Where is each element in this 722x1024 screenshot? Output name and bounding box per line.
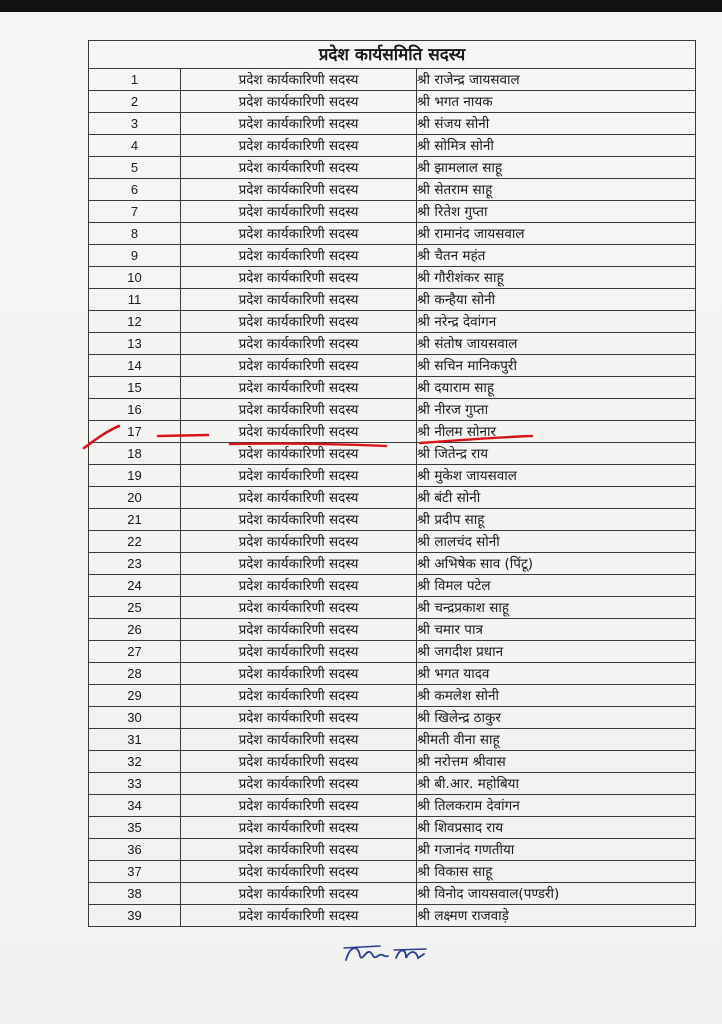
- row-role: प्रदेश कार्यकारिणी सदस्य: [181, 179, 417, 201]
- row-name: श्री जगदीश प्रधान: [417, 641, 696, 663]
- row-role: प्रदेश कार्यकारिणी सदस्य: [181, 355, 417, 377]
- row-role: प्रदेश कार्यकारिणी सदस्य: [181, 531, 417, 553]
- row-role: प्रदेश कार्यकारिणी सदस्य: [181, 597, 417, 619]
- row-number: 11: [89, 289, 181, 311]
- table-row: [89, 223, 696, 245]
- row-name: श्री विनोद जायसवाल(पण्डरी): [417, 883, 696, 905]
- row-number: 16: [89, 399, 181, 421]
- row-number: 2: [89, 91, 181, 113]
- top-dark-bar: [0, 0, 722, 12]
- row-role: प्रदेश कार्यकारिणी सदस्य: [181, 157, 417, 179]
- row-name: श्री झामलाल साहू: [417, 157, 696, 179]
- row-role: प्रदेश कार्यकारिणी सदस्य: [181, 443, 417, 465]
- row-name: श्री दयाराम साहू: [417, 377, 696, 399]
- row-name: श्री नरेन्द्र देवांगन: [417, 311, 696, 333]
- row-number: 18: [89, 443, 181, 465]
- row-role: प्रदेश कार्यकारिणी सदस्य: [181, 399, 417, 421]
- table-row: [89, 619, 696, 641]
- row-role: प्रदेश कार्यकारिणी सदस्य: [181, 333, 417, 355]
- row-name: श्री तिलकराम देवांगन: [417, 795, 696, 817]
- row-role: प्रदेश कार्यकारिणी सदस्य: [181, 223, 417, 245]
- table-row: [89, 817, 696, 839]
- table-row: [89, 553, 696, 575]
- row-name: श्री जितेन्द्र राय: [417, 443, 696, 465]
- table-row: [89, 443, 696, 465]
- row-role: प्रदेश कार्यकारिणी सदस्य: [181, 289, 417, 311]
- table-row: [89, 509, 696, 531]
- row-name: श्री बंटी सोनी: [417, 487, 696, 509]
- row-number: 8: [89, 223, 181, 245]
- row-number: 23: [89, 553, 181, 575]
- row-role: प्रदेश कार्यकारिणी सदस्य: [181, 905, 417, 927]
- row-number: 39: [89, 905, 181, 927]
- table-row: [89, 905, 696, 927]
- table-row: [89, 377, 696, 399]
- row-name: श्री मुकेश जायसवाल: [417, 465, 696, 487]
- row-name: श्री लक्ष्मण राजवाड़े: [417, 905, 696, 927]
- row-number: 6: [89, 179, 181, 201]
- row-name: श्री अभिषेक साव (पिंटू): [417, 553, 696, 575]
- row-role: प्रदेश कार्यकारिणी सदस्य: [181, 795, 417, 817]
- row-name: श्री चन्द्रप्रकाश साहू: [417, 597, 696, 619]
- table-title-row: [89, 41, 696, 69]
- row-name: श्री गजानंद गणतीया: [417, 839, 696, 861]
- row-number: 5: [89, 157, 181, 179]
- row-role: प्रदेश कार्यकारिणी सदस्य: [181, 817, 417, 839]
- row-role: प्रदेश कार्यकारिणी सदस्य: [181, 575, 417, 597]
- table-row: [89, 421, 696, 443]
- table-row: [89, 135, 696, 157]
- row-name: श्री संतोष जायसवाल: [417, 333, 696, 355]
- row-number: 4: [89, 135, 181, 157]
- row-role: प्रदेश कार्यकारिणी सदस्य: [181, 377, 417, 399]
- row-number: 13: [89, 333, 181, 355]
- table-row: [89, 795, 696, 817]
- row-role: प्रदेश कार्यकारिणी सदस्य: [181, 421, 417, 443]
- row-name: श्री भगत नायक: [417, 91, 696, 113]
- table-row: [89, 399, 696, 421]
- row-name: श्री बी.आर. महोबिया: [417, 773, 696, 795]
- table-row: [89, 267, 696, 289]
- table-row: [89, 641, 696, 663]
- row-name: श्री चमार पात्र: [417, 619, 696, 641]
- table-row: [89, 289, 696, 311]
- row-role: प्रदेश कार्यकारिणी सदस्य: [181, 267, 417, 289]
- table-row: [89, 179, 696, 201]
- table-row: [89, 861, 696, 883]
- row-role: प्रदेश कार्यकारिणी सदस्य: [181, 839, 417, 861]
- row-name: श्री खिलेन्द्र ठाकुर: [417, 707, 696, 729]
- row-role: प्रदेश कार्यकारिणी सदस्य: [181, 641, 417, 663]
- row-number: 17: [89, 421, 181, 443]
- row-role: प्रदेश कार्यकारिणी सदस्य: [181, 201, 417, 223]
- row-role: प्रदेश कार्यकारिणी सदस्य: [181, 113, 417, 135]
- table-row: [89, 773, 696, 795]
- table-row: [89, 91, 696, 113]
- row-number: 22: [89, 531, 181, 553]
- member-table: [88, 40, 696, 927]
- table-row: [89, 157, 696, 179]
- row-number: 20: [89, 487, 181, 509]
- row-name: श्री शिवप्रसाद राय: [417, 817, 696, 839]
- table-row: [89, 751, 696, 773]
- table-row: [89, 487, 696, 509]
- row-number: 31: [89, 729, 181, 751]
- row-role: प्रदेश कार्यकारिणी सदस्य: [181, 861, 417, 883]
- row-role: प्रदेश कार्यकारिणी सदस्य: [181, 663, 417, 685]
- row-number: 24: [89, 575, 181, 597]
- row-number: 36: [89, 839, 181, 861]
- row-name: श्री संजय सोनी: [417, 113, 696, 135]
- table-row: [89, 729, 696, 751]
- row-number: 3: [89, 113, 181, 135]
- table-row: [89, 113, 696, 135]
- row-number: 28: [89, 663, 181, 685]
- row-number: 9: [89, 245, 181, 267]
- row-name: श्री सोमित्र सोनी: [417, 135, 696, 157]
- row-role: प्रदेश कार्यकारिणी सदस्य: [181, 751, 417, 773]
- row-name: श्री रामानंद जायसवाल: [417, 223, 696, 245]
- row-role: प्रदेश कार्यकारिणी सदस्य: [181, 69, 417, 91]
- row-name: श्री विमल पटेल: [417, 575, 696, 597]
- row-name: श्री सचिन मानिकपुरी: [417, 355, 696, 377]
- row-number: 15: [89, 377, 181, 399]
- row-number: 10: [89, 267, 181, 289]
- row-name: श्री राजेन्द्र जायसवाल: [417, 69, 696, 91]
- table-row: [89, 333, 696, 355]
- handwritten-signature: [340, 936, 430, 972]
- row-role: प्रदेश कार्यकारिणी सदस्य: [181, 685, 417, 707]
- table-row: [89, 201, 696, 223]
- row-role: प्रदेश कार्यकारिणी सदस्य: [181, 883, 417, 905]
- row-role: प्रदेश कार्यकारिणी सदस्य: [181, 487, 417, 509]
- row-number: 19: [89, 465, 181, 487]
- table-row: [89, 69, 696, 91]
- row-role: प्रदेश कार्यकारिणी सदस्य: [181, 311, 417, 333]
- table-row: [89, 883, 696, 905]
- row-name: श्री चैतन महंत: [417, 245, 696, 267]
- row-name: श्री सेतराम साहू: [417, 179, 696, 201]
- row-name: श्रीमती वीना साहू: [417, 729, 696, 751]
- row-role: प्रदेश कार्यकारिणी सदस्य: [181, 553, 417, 575]
- row-name: श्री विकास साहू: [417, 861, 696, 883]
- row-name: श्री गौरीशंकर साहू: [417, 267, 696, 289]
- row-name: श्री रितेश गुप्ता: [417, 201, 696, 223]
- row-number: 34: [89, 795, 181, 817]
- row-number: 30: [89, 707, 181, 729]
- row-number: 37: [89, 861, 181, 883]
- row-number: 26: [89, 619, 181, 641]
- row-role: प्रदेश कार्यकारिणी सदस्य: [181, 619, 417, 641]
- table-row: [89, 245, 696, 267]
- table-row: [89, 597, 696, 619]
- row-role: प्रदेश कार्यकारिणी सदस्य: [181, 245, 417, 267]
- row-number: 33: [89, 773, 181, 795]
- table-row: [89, 575, 696, 597]
- document-title: प्रदेश कार्यसमिति सदस्य: [89, 41, 696, 69]
- row-name: श्री कमलेश सोनी: [417, 685, 696, 707]
- table-row: [89, 355, 696, 377]
- table-row: [89, 839, 696, 861]
- row-role: प्रदेश कार्यकारिणी सदस्य: [181, 509, 417, 531]
- table-row: [89, 663, 696, 685]
- row-role: प्रदेश कार्यकारिणी सदस्य: [181, 91, 417, 113]
- table-row: [89, 465, 696, 487]
- row-name: श्री लालचंद सोनी: [417, 531, 696, 553]
- row-number: 7: [89, 201, 181, 223]
- table-row: [89, 531, 696, 553]
- row-number: 14: [89, 355, 181, 377]
- row-number: 27: [89, 641, 181, 663]
- row-role: प्रदेश कार्यकारिणी सदस्य: [181, 465, 417, 487]
- row-name: श्री नीरज गुप्ता: [417, 399, 696, 421]
- row-number: 21: [89, 509, 181, 531]
- table-row: [89, 707, 696, 729]
- row-name: श्री कन्हैया सोनी: [417, 289, 696, 311]
- row-role: प्रदेश कार्यकारिणी सदस्य: [181, 773, 417, 795]
- table-row: [89, 685, 696, 707]
- row-role: प्रदेश कार्यकारिणी सदस्य: [181, 729, 417, 751]
- row-number: 35: [89, 817, 181, 839]
- row-number: 12: [89, 311, 181, 333]
- row-name: श्री प्रदीप साहू: [417, 509, 696, 531]
- row-role: प्रदेश कार्यकारिणी सदस्य: [181, 135, 417, 157]
- row-number: 29: [89, 685, 181, 707]
- table-body: [89, 69, 696, 927]
- row-role: प्रदेश कार्यकारिणी सदस्य: [181, 707, 417, 729]
- table-row: [89, 311, 696, 333]
- row-name: श्री नीलम सोनार: [417, 421, 696, 443]
- row-number: 32: [89, 751, 181, 773]
- row-number: 25: [89, 597, 181, 619]
- row-number: 1: [89, 69, 181, 91]
- row-name: श्री नरोत्तम श्रीवास: [417, 751, 696, 773]
- row-number: 38: [89, 883, 181, 905]
- row-name: श्री भगत यादव: [417, 663, 696, 685]
